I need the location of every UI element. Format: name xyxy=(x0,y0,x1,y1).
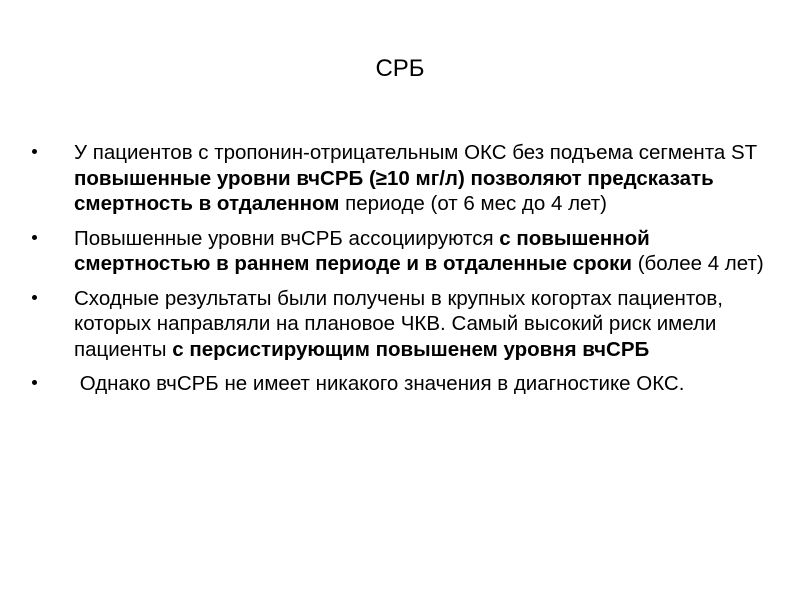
bullet-1-text-3: периоде (от 6 мес до 4 лет) xyxy=(339,192,607,215)
bullet-item-3 xyxy=(32,286,772,363)
bullet-dot-icon xyxy=(32,235,37,240)
slide-title: СРБ xyxy=(375,55,425,82)
bullet-2-text-2: с повышенной смертностью в раннем периоде и в отдаленные сроки xyxy=(74,226,650,275)
bullet-item-1 xyxy=(32,140,772,217)
bullet-2-text-3: (более 4 лет) xyxy=(632,252,764,275)
bullet-3-text-1: Сходные результаты были получены в крупных когортах пациентов, которых направляли на плановое ЧКВ. Самый высокий риск имели пациенты xyxy=(74,286,723,361)
bullet-4-text-1: Однако вчСРБ не имеет никакого значения в диагностике ОКС. xyxy=(74,372,685,395)
bullet-3-text-2: с персистирующим повышенем уровня вчСРБ xyxy=(172,337,650,361)
bullet-dot-icon xyxy=(32,149,37,154)
bullet-list xyxy=(32,140,772,406)
bullet-2-text-1: Повышенные уровни вчСРБ ассоциируются xyxy=(74,226,500,250)
bullet-1-text-2: повышенные уровни вчСРБ (≥10 мг/л) позволяют предсказать смертность в отдаленном xyxy=(74,166,714,215)
bullet-dot-icon xyxy=(32,295,37,300)
bullet-item-4 xyxy=(32,371,772,397)
bullet-1-text-1: У пациентов с тропонин-отрицательным ОКС без подъема сегмента ST xyxy=(74,141,757,164)
bullet-dot-icon xyxy=(32,380,37,385)
bullet-item-2 xyxy=(32,226,772,277)
